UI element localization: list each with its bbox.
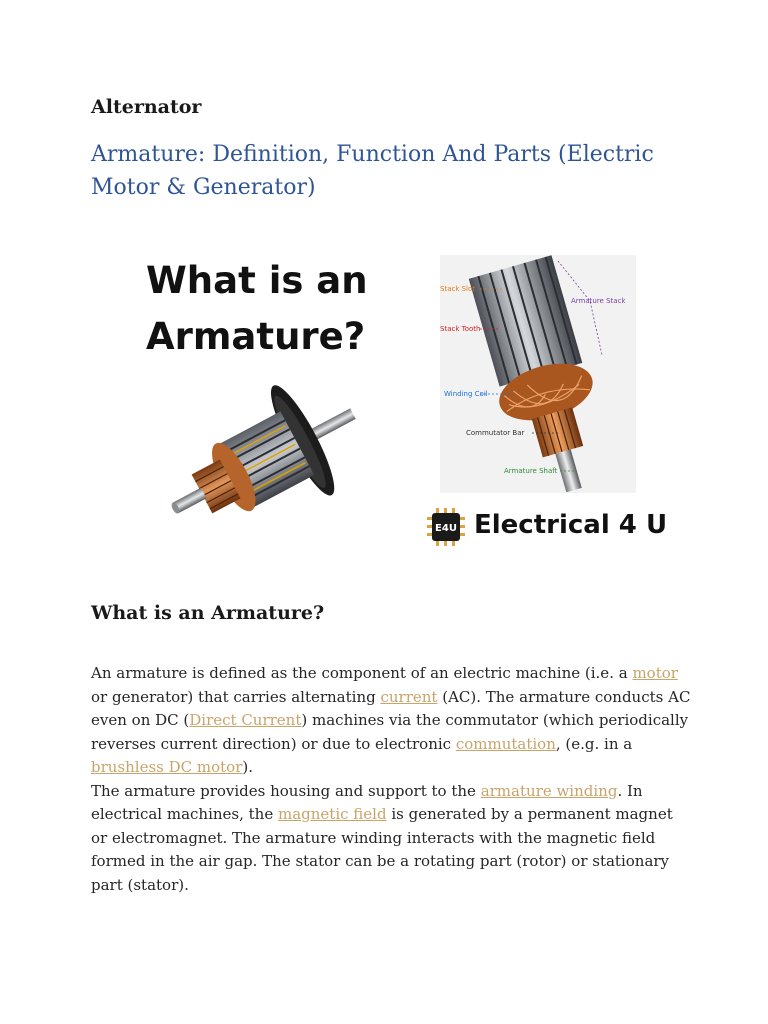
p2-text-3: is generated by a permanent magnet or electromagnet. The armature winding interacts with the magnetic field formed in the air gap. The stator can be a rotating part (rotor) or stationary part (stator). [91,805,673,894]
article-body [91,662,691,897]
link-direct-current[interactable]: Direct Current [189,711,302,729]
p1-text-2: or generator) that carries alternating [91,687,381,706]
link-commutation[interactable]: commutation [455,734,556,753]
e4u-chip-icon [426,507,466,547]
section-heading: What is an Armature? [91,602,325,624]
link-armature-winding[interactable]: armature winding [480,781,618,800]
label-armature-stack: Armature Stack [571,297,626,305]
figure-title: What is an Armature? [146,259,368,358]
link-brushless-dc-motor[interactable]: brushless DC motor [91,758,243,776]
armature-photo-left [160,370,380,545]
armature-figure [130,245,680,555]
link-current[interactable]: current [380,687,438,706]
label-stack-tooth: Stack Tooth [440,325,481,333]
p1-text-1: An armature is defined as the component of an electric machine (i.e. a [91,664,633,682]
link-motor[interactable]: motor [632,664,678,682]
p1-text-6: ). [242,758,254,776]
label-stack-slot: Stack Slot [440,285,476,293]
armature-labelled-photo [440,255,636,493]
p2-text-1: The armature provides housing and support to the [91,781,481,800]
article-title: Armature: Definition, Function And Parts (Electric Motor & Generator) [91,142,654,200]
link-magnetic-field[interactable]: magnetic field [278,805,387,823]
p1-text-4: ) machines via the commutator (which periodically reverses current direction) or due to electronic [91,711,689,753]
brand-name: Electrical 4 U [474,510,668,540]
brand-block [426,503,686,549]
p1-text-5: , (e.g. in a [555,734,633,753]
e4u-logo-text: E4U [435,523,457,534]
label-winding-coil: Winding Coil [444,390,488,398]
p1-text-3: (AC). The armature conducts AC even on DC ( [91,687,691,729]
p2-text-2: . In electrical machines, the [91,781,643,823]
heading-alternator: Alternator [91,96,202,118]
label-armature-shaft: Armature Shaft [504,467,558,475]
label-commutator-bar: Commutator Bar [466,429,525,437]
